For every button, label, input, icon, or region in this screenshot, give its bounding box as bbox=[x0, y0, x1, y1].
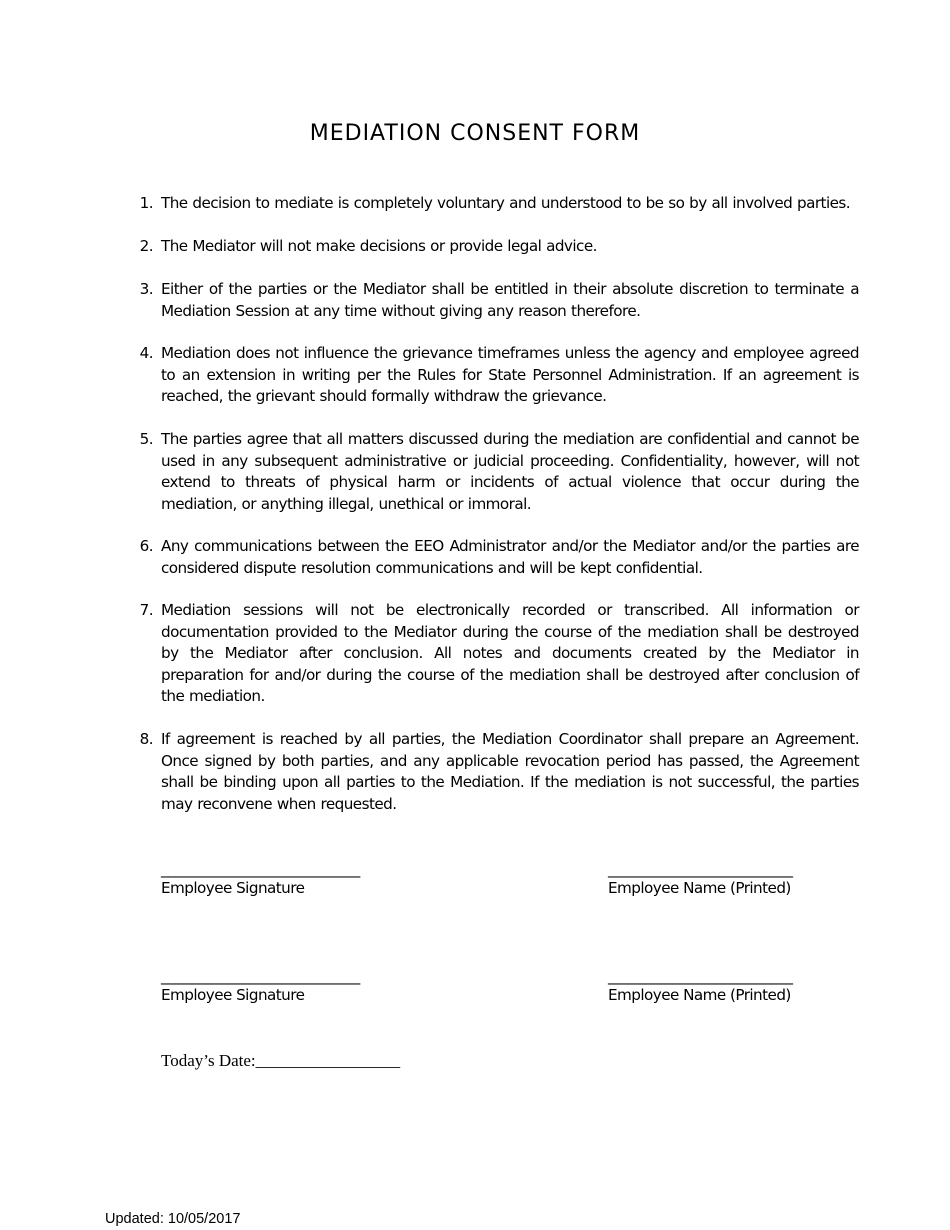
clause-2 bbox=[139, 236, 859, 258]
date-label: Today’s Date: bbox=[161, 1051, 256, 1070]
clause-number: 6. bbox=[139, 537, 153, 555]
todays-date bbox=[161, 1051, 400, 1071]
clause-number: 5. bbox=[139, 430, 153, 448]
employee-name-line[interactable]: __________________________ bbox=[608, 860, 793, 878]
clause-number: 2. bbox=[139, 237, 153, 255]
clause-5 bbox=[139, 429, 859, 515]
employee-signature-label: Employee Signature bbox=[161, 986, 305, 1004]
clause-4 bbox=[139, 343, 859, 408]
clause-3 bbox=[139, 279, 859, 322]
clause-text: If agreement is reached by all parties, the Mediation Coordinator shall prepare an Agreement. Once signed by both parties, and any applicable revocation period has passed, the Agreement shall be binding upon all parties to the Mediation. If the mediation is not successful, the parties may reconvene when requested. bbox=[161, 730, 859, 813]
clause-6 bbox=[139, 536, 859, 579]
clause-text: Either of the parties or the Mediator shall be entitled in their absolute discretion to terminate a Mediation Session at any time without giving any reason therefore. bbox=[161, 280, 859, 320]
clause-number: 8. bbox=[139, 730, 153, 748]
clause-7 bbox=[139, 600, 859, 708]
employee-name-line[interactable]: __________________________ bbox=[608, 967, 793, 985]
updated-footer: Updated: 10/05/2017 bbox=[105, 1211, 241, 1227]
clause-number: 4. bbox=[139, 344, 153, 362]
clause-text: The parties agree that all matters discussed during the mediation are confidential and cannot be used in any subsequent administrative or judicial proceeding. Confidentiality, however, will not extend to threats of physical harm or incidents of actual violence that occur during the mediation, or anything illegal, unethical or immoral. bbox=[161, 430, 859, 513]
clause-number: 3. bbox=[139, 280, 153, 298]
clause-8 bbox=[139, 729, 859, 815]
clause-text: The Mediator will not make decisions or provide legal advice. bbox=[161, 237, 597, 255]
clause-text: Any communications between the EEO Administrator and/or the Mediator and/or the parties are considered dispute resolution communications and will be kept confidential. bbox=[161, 537, 859, 577]
employee-signature-line[interactable]: ____________________________ bbox=[161, 967, 360, 985]
employee-signature-line[interactable]: ____________________________ bbox=[161, 860, 360, 878]
employee-signature-label: Employee Signature bbox=[161, 879, 305, 897]
date-field[interactable]: _________________ bbox=[255, 1051, 401, 1070]
clause-number: 7. bbox=[139, 601, 153, 619]
clause-text: Mediation does not influence the grievance timeframes unless the agency and employee agreed to an extension in writing per the Rules for State Personnel Administration. If an agreement is reached, the grievant should formally withdraw the grievance. bbox=[161, 344, 859, 405]
employee-name-label: Employee Name (Printed) bbox=[608, 879, 791, 897]
clause-1 bbox=[139, 193, 859, 215]
clause-number: 1. bbox=[139, 194, 153, 212]
page-title: MEDIATION CONSENT FORM bbox=[309, 121, 641, 146]
employee-name-label: Employee Name (Printed) bbox=[608, 986, 791, 1004]
clause-text: The decision to mediate is completely voluntary and understood to be so by all involved parties. bbox=[161, 194, 851, 212]
clause-text: Mediation sessions will not be electronically recorded or transcribed. All information or documentation provided to the Mediator during the course of the mediation shall be destroyed by the Mediator after conclusion. All notes and documents created by the Mediator in preparation for and/or during the course of the mediation shall be destroyed after conclusion of the mediation. bbox=[161, 601, 859, 705]
